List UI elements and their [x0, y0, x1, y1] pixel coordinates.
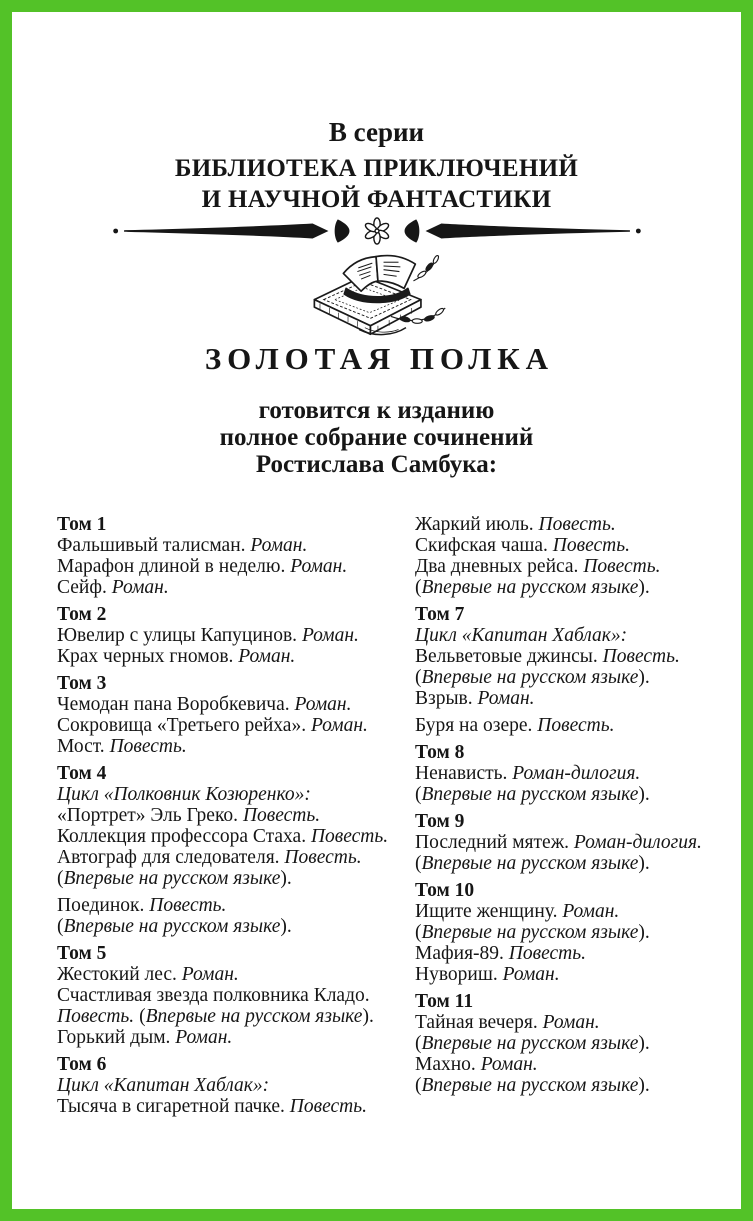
volume-block — [415, 514, 717, 598]
volume-header: Том 8 — [415, 742, 465, 763]
work-entry: Мост. Повесть. — [57, 736, 187, 757]
book-illustration — [12, 251, 741, 337]
open-book-icon — [302, 251, 452, 337]
flower-ornament-icon — [364, 218, 390, 244]
volume-header: Том 11 — [415, 991, 474, 1012]
divider-rule — [94, 217, 660, 245]
volumes-list — [12, 514, 741, 1117]
work-entry: Махно. Роман. — [415, 1054, 538, 1075]
work-entry: Жаркий июль. Повесть. — [415, 514, 616, 535]
work-entry: Буря на озере. Повесть. — [415, 715, 615, 736]
imprint-title: ЗОЛОТАЯ ПОЛКА — [204, 341, 554, 376]
work-entry: (Впервые на русском языке). — [57, 916, 292, 937]
work-entry: (Впервые на русском языке). — [415, 1033, 650, 1054]
volume-header: Том 4 — [57, 763, 107, 784]
work-entry: Сейф. Роман. — [57, 577, 169, 598]
volume-header: Том 1 — [57, 514, 107, 535]
work-entry: Счастливая звезда полковника Кладо. — [57, 985, 370, 1006]
work-entry: Повесть. (Впервые на русском языке). — [57, 1006, 374, 1027]
work-entry: Вельветовые джинсы. Повесть. — [415, 646, 680, 667]
volume-header: Том 10 — [415, 880, 475, 901]
work-entry: Ненависть. Роман-дилогия. — [415, 763, 641, 784]
volume-block — [415, 991, 717, 1096]
work-entry: Сокровища «Третьего рейха». Роман. — [57, 715, 368, 736]
work-entry: (Впервые на русском языке). — [415, 1075, 650, 1096]
volume-block — [415, 880, 717, 985]
work-entry: Поединок. Повесть. — [57, 895, 227, 916]
work-entry: Горький дым. Роман. — [57, 1027, 233, 1048]
work-entry: Тайная вечеря. Роман. — [415, 1012, 600, 1033]
volume-block — [57, 514, 387, 598]
volume-header: Том 6 — [57, 1054, 107, 1075]
volume-block — [57, 1054, 387, 1117]
volume-block — [57, 943, 387, 1048]
volume-header: Том 9 — [415, 811, 465, 832]
volume-block — [415, 811, 717, 874]
volume-block — [57, 763, 387, 889]
work-entry: Марафон длиной в неделю. Роман. — [57, 556, 348, 577]
work-entry: (Впервые на русском языке). — [415, 922, 650, 943]
announcement-line-1: готовится к изданию — [258, 397, 495, 424]
work-entry: Ювелир с улицы Капуцинов. Роман. — [57, 625, 359, 646]
work-entry: Нувориш. Роман. — [415, 964, 560, 985]
work-entry: Цикл «Капитан Хаблак»: — [57, 1075, 270, 1096]
work-entry: «Портрет» Эль Греко. Повесть. — [57, 805, 321, 826]
work-entry: Жестокий лес. Роман. — [57, 964, 239, 985]
work-entry: Мафия-89. Повесть. — [415, 943, 586, 964]
series-name-line1: БИБЛИОТЕКА ПРИКЛЮЧЕНИЙ — [174, 155, 579, 182]
volume-header: Том 7 — [415, 604, 465, 625]
work-entry: (Впервые на русском языке). — [415, 667, 650, 688]
work-entry: Фальшивый талисман. Роман. — [57, 535, 308, 556]
volumes-column-left — [57, 514, 387, 1117]
volume-block — [415, 715, 717, 736]
work-entry: (Впервые на русском языке). — [415, 784, 650, 805]
work-entry: Ищите женщину. Роман. — [415, 901, 620, 922]
volume-header: Том 3 — [57, 673, 107, 694]
volume-block — [415, 742, 717, 805]
series-name-line2: И НАУЧНОЙ ФАНТАСТИКИ — [201, 186, 552, 213]
volume-header: Том 2 — [57, 604, 107, 625]
volume-header: Том 5 — [57, 943, 107, 964]
series-intro: В серии — [328, 117, 425, 147]
work-entry: (Впервые на русском языке). — [57, 868, 292, 889]
volume-block — [57, 673, 387, 757]
work-entry: Последний мятеж. Роман-дилогия. — [415, 832, 702, 853]
work-entry: Коллекция профессора Стаха. Повесть. — [57, 826, 389, 847]
series-name — [12, 153, 741, 215]
work-entry: Крах черных гномов. Роман. — [57, 646, 296, 667]
work-entry: Скифская чаша. Повесть. — [415, 535, 630, 556]
work-entry: Тысяча в сигаретной пачке. Повесть. — [57, 1096, 367, 1117]
volumes-column-right — [415, 514, 717, 1117]
section-divider — [12, 217, 741, 245]
announcement-line-3: Ростислава Самбука: — [255, 451, 498, 478]
work-entry: (Впервые на русском языке). — [415, 853, 650, 874]
volume-block — [415, 604, 717, 709]
work-entry: (Впервые на русском языке). — [415, 577, 650, 598]
work-entry: Чемодан пана Воробкевича. Роман. — [57, 694, 352, 715]
work-entry: Автограф для следователя. Повесть. — [57, 847, 362, 868]
work-entry: Цикл «Капитан Хаблак»: — [415, 625, 628, 646]
announcement — [12, 397, 741, 478]
volume-block — [57, 604, 387, 667]
announcement-line-2: полное собрание сочинений — [219, 424, 534, 451]
volume-block — [57, 895, 387, 937]
work-entry: Взрыв. Роман. — [415, 688, 535, 709]
work-entry: Цикл «Полковник Козюренко»: — [57, 784, 311, 805]
work-entry: Два дневных рейса. Повесть. — [415, 556, 661, 577]
